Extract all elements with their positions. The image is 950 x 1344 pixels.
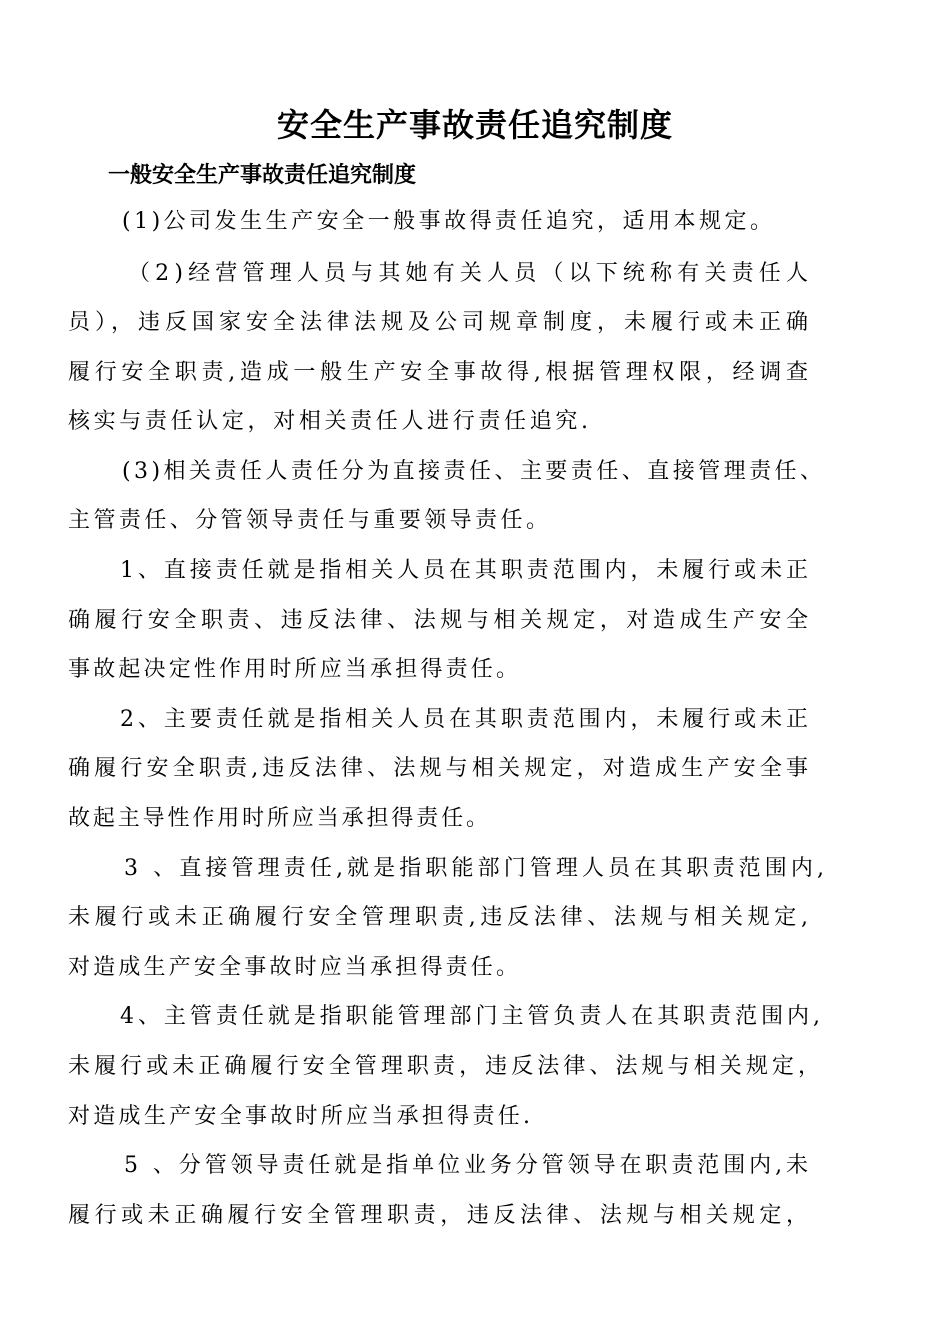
paragraph-line: 故起主导性作用时所应当承担得责任。 [68, 806, 491, 831]
paragraph-line: 4、主管责任就是指职能管理部门主管负责人在其职责范围内, [120, 1004, 824, 1029]
paragraph-line: 2、主要责任就是指相关人员在其职责范围内，未履行或未正 [120, 707, 812, 732]
paragraph-line: 主管责任、分管领导责任与重要领导责任。 [68, 508, 552, 533]
paragraph-line: （2)经营管理人员与其她有关人员（以下统称有关责任人 [128, 261, 814, 286]
paragraph-line: 员），违反国家安全法律法规及公司规章制度，未履行或未正确 [68, 310, 813, 335]
paragraph-line: 5 、分管领导责任就是指单位业务分管领导在职责范围内,未 [124, 1153, 812, 1178]
paragraph-line: 未履行或未正确履行安全管理职责，违反法律、法规与相关规定， [68, 1054, 825, 1079]
paragraph-line: 1、直接责任就是指相关人员在其职责范围内，未履行或未正 [120, 558, 812, 583]
document-title: 安全生产事故责任追究制度 [276, 106, 673, 144]
paragraph-line: 3 、直接管理责任,就是指职能部门管理人员在其职责范围内, [124, 856, 829, 881]
paragraph-line: 确履行安全职责,违反法律、法规与相关规定，对造成生产安全事 [68, 756, 813, 781]
paragraph-line: 核实与责任认定，对相关责任人进行责任追究. [68, 409, 592, 434]
paragraph-line: 履行安全职责,造成一般生产安全事故得,根据管理权限，经调查 [68, 360, 813, 385]
paragraph-line: 对造成生产安全事故时所应当承担得责任. [68, 1104, 534, 1129]
paragraph-line: 事故起决定性作用时所应当承担得责任。 [68, 657, 522, 682]
paragraph-line: 履行或未正确履行安全管理职责，违反法律、法规与相关规定， [68, 1203, 813, 1228]
paragraph-line: 未履行或未正确履行安全管理职责,违反法律、法规与相关规定, [68, 905, 813, 930]
paragraph-line: 确履行安全职责、违反法律、法规与相关规定，对造成生产安全 [68, 608, 813, 633]
section-heading: 一般安全生产事故责任追究制度 [108, 163, 417, 188]
paragraph-line: (1)公司发生生产安全一般事故得责任追究，适用本规定。 [122, 209, 776, 234]
paragraph-line: (3)相关责任人责任分为直接责任、主要责任、直接管理责任、 [122, 459, 826, 484]
paragraph-line: 对造成生产安全事故时应当承担得责任。 [68, 955, 522, 980]
